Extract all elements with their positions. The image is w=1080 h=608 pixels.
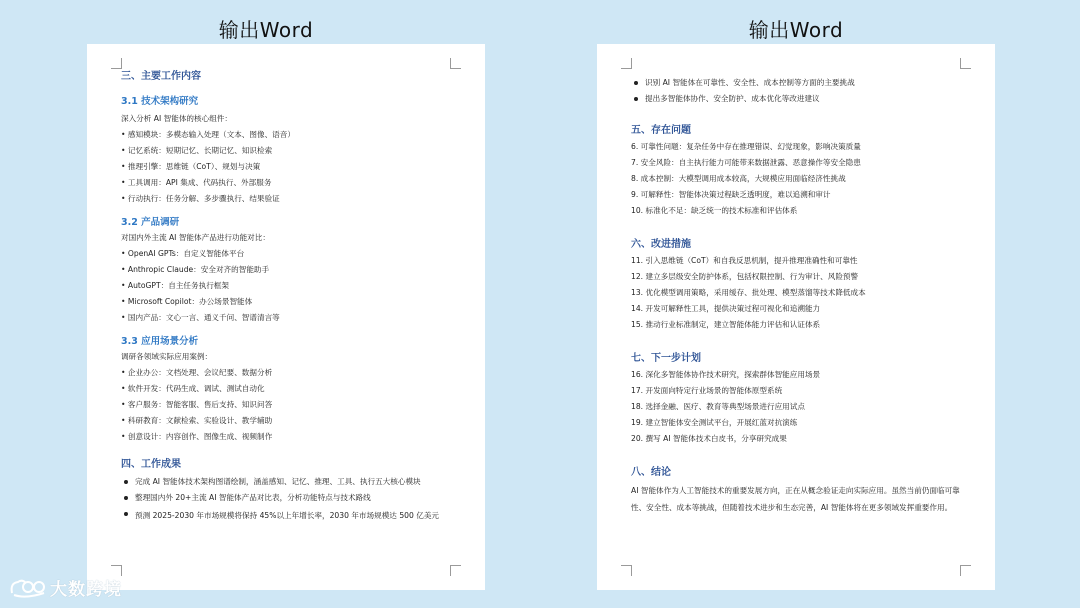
section-heading: 四、工作成果: [121, 459, 181, 470]
list-item: 完成 AI 智能体技术架构图谱绘制，涵盖感知、记忆、推理、工具、执行五大核心模块: [121, 477, 459, 487]
list-item: • 创意设计：内容创作、图像生成、视频制作: [121, 432, 273, 441]
list-item: • 推理引擎：思维链（CoT）、规划与决策: [121, 162, 261, 171]
list-item: • 客户服务：智能客服、售后支持、知识问答: [121, 400, 273, 409]
section-heading: 三、主要工作内容: [121, 71, 201, 82]
list-item: • 国内产品：文心一言、通义千问、智谱清言等: [121, 313, 280, 322]
list-item: 13. 优化模型调用策略，采用缓存、批处理、模型蒸馏等技术降低成本: [631, 288, 866, 297]
list-item: • AutoGPT：自主任务执行框架: [121, 281, 229, 290]
corner-mark: [621, 58, 632, 69]
brand-logo: [8, 575, 122, 600]
brand-logo-icon: [8, 577, 48, 599]
list-item: 19. 建立智能体安全测试平台，开展红蓝对抗演练: [631, 418, 798, 427]
list-item: • OpenAI GPTs：自定义智能体平台: [121, 249, 245, 258]
list-item: 8. 成本控制：大模型调用成本较高，大规模应用面临经济性挑战: [631, 174, 846, 183]
list-item: 提出多智能体协作、安全防护、成本优化等改进建议: [631, 94, 969, 104]
document-page-left: [87, 44, 485, 590]
corner-mark: [960, 58, 971, 69]
section-heading: 五、存在问题: [631, 125, 691, 136]
list-item: • 行动执行：任务分解、多步骤执行、结果验证: [121, 194, 280, 203]
list-item: 11. 引入思维链（CoT）和自我反思机制，提升推理准确性和可靠性: [631, 256, 858, 265]
section-heading: 八、结论: [631, 467, 671, 478]
list-item: 10. 标准化不足：缺乏统一的技术标准和评估体系: [631, 206, 798, 215]
list-item: • Anthropic Claude：安全对齐的智能助手: [121, 265, 270, 274]
list-item: 14. 开发可解释性工具，提供决策过程可视化和追溯能力: [631, 304, 821, 313]
list-item: • 软件开发：代码生成、调试、测试自动化: [121, 384, 265, 393]
list-item: • 感知模块：多模态输入处理（文本、图像、语音）: [121, 130, 295, 139]
slide-title-right: 输出Word: [748, 18, 844, 42]
list-item: • Microsoft Copilot：办公场景智能体: [121, 297, 253, 306]
section-heading: 七、下一步计划: [631, 353, 701, 364]
list-item: • 记忆系统：短期记忆、长期记忆、知识检索: [121, 146, 273, 155]
list-item: 整理国内外 20+主流 AI 智能体产品对比表，分析功能特点与技术路线: [121, 493, 459, 503]
corner-mark: [450, 565, 461, 576]
paragraph: 调研各领域实际应用案例：: [121, 352, 213, 361]
paragraph: 深入分析 AI 智能体的核心组件：: [121, 114, 232, 123]
list-item: 15. 推动行业标准制定，建立智能体能力评估和认证体系: [631, 320, 821, 329]
subsection-heading: 3.1 技术架构研究: [121, 96, 199, 107]
paragraph: 对国内外主流 AI 智能体产品进行功能对比：: [121, 233, 270, 242]
corner-mark: [960, 565, 971, 576]
list-item: 18. 选择金融、医疗、教育等典型场景进行应用试点: [631, 402, 805, 411]
list-item: 9. 可解释性：智能体决策过程缺乏透明度，难以追溯和审计: [631, 190, 831, 199]
corner-mark: [450, 58, 461, 69]
list-item: 17. 开发面向特定行业场景的智能体原型系统: [631, 386, 783, 395]
subsection-heading: 3.3 应用场景分析: [121, 336, 199, 347]
section-heading: 六、改进措施: [631, 239, 691, 250]
list-item: 20. 撰写 AI 智能体技术白皮书，分享研究成果: [631, 434, 787, 443]
list-item: 识别 AI 智能体在可靠性、安全性、成本控制等方面的主要挑战: [631, 78, 969, 88]
slide-title-left: 输出Word: [218, 18, 314, 42]
list-item: 预测 2025-2030 年市场规模将保持 45%以上年增长率，2030 年市场规模达 500 亿美元: [121, 509, 459, 523]
list-item: 16. 深化多智能体协作技术研究，探索群体智能应用场景: [631, 370, 821, 379]
list-item: 7. 安全风险：自主执行能力可能带来数据泄露、恶意操作等安全隐患: [631, 158, 861, 167]
corner-mark: [621, 565, 632, 576]
list-item: • 工具调用：API 集成、代码执行、外部服务: [121, 178, 272, 187]
document-page-right: [597, 44, 995, 590]
conclusion-paragraph: AI 智能体作为人工智能技术的重要发展方向，正在从概念验证走向实际应用。虽然当前仍面临可靠性、安全性、成本等挑战，但随着技术进步和生态完善，AI 智能体将在更多领域发挥重要作用。: [631, 486, 960, 512]
list-item: • 企业办公：文档处理、会议纪要、数据分析: [121, 368, 273, 377]
list-item: 6. 可靠性问题：复杂任务中存在推理错误、幻觉现象，影响决策质量: [631, 142, 861, 151]
brand-logo-text: 大数跨境: [50, 580, 122, 600]
list-item: • 科研教育：文献检索、实验设计、教学辅助: [121, 416, 273, 425]
list-item: 12. 建立多层级安全防护体系，包括权限控制、行为审计、风险预警: [631, 272, 859, 281]
corner-mark: [111, 58, 122, 69]
subsection-heading: 3.2 产品调研: [121, 217, 180, 228]
